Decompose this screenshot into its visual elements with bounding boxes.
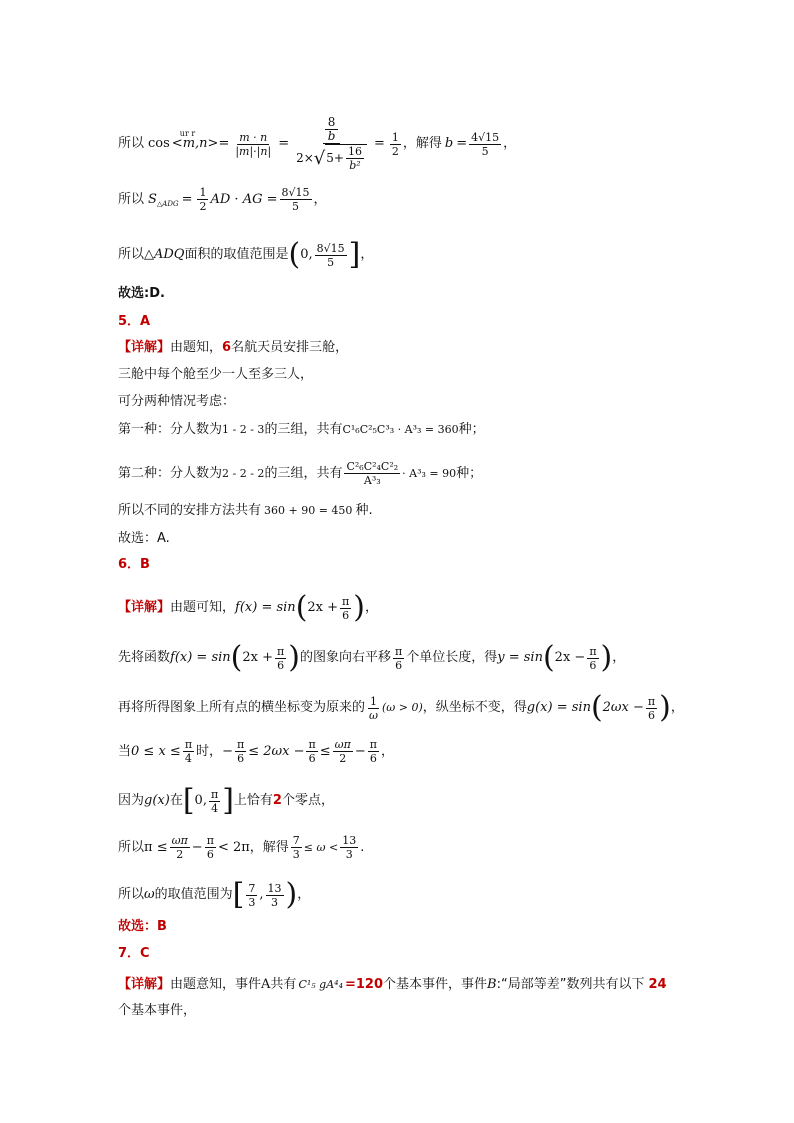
text: 个单位长度，得	[406, 650, 498, 665]
math: 2 - 2 - 2	[222, 466, 265, 480]
answer-line: 故选：B	[118, 919, 167, 934]
math: f(x) = sin	[235, 600, 296, 615]
num: ωπ	[171, 834, 188, 847]
line-range: 所以△ ADQ 面积的取值范围是 ( 0, $\frac{8√15}{5}$ ] ，	[118, 237, 374, 272]
num: 1	[199, 186, 207, 199]
subscript: △ADG	[156, 199, 179, 208]
fraction-mn	[233, 131, 273, 158]
math: π ≤	[144, 839, 168, 855]
text: 所以△	[118, 247, 154, 262]
den: 3	[248, 895, 256, 909]
text: 由题知，	[170, 340, 223, 355]
den: 3	[292, 848, 300, 861]
text: ，	[297, 887, 311, 902]
line-6-1: 【详解】 由题可知， f(x) = sin ( 2x + $\frac{\pi}{6}$ ) ，	[118, 590, 379, 625]
num: π	[184, 738, 193, 751]
text: 时，	[196, 743, 223, 759]
math: 2ωx −	[602, 700, 644, 715]
math: C¹₆C²₅C³₃ · A³₃ = 360	[342, 423, 459, 436]
num: ωπ	[334, 738, 351, 751]
num: π	[342, 594, 350, 608]
math: (ω > 0)	[382, 701, 423, 714]
number: 24	[648, 977, 667, 992]
line-5-5	[118, 460, 482, 487]
num: π	[236, 738, 245, 751]
question-6-heading: 6．B	[118, 557, 150, 572]
tag: 【详解】	[118, 977, 171, 992]
num: π	[369, 738, 377, 751]
line-7-2: 个基本事件，	[118, 1003, 197, 1018]
number: 6	[222, 340, 232, 355]
line-6-7: 所以 ω 的取值范围为 [ $\frac{7}{3}$ , $\frac{13}{3}$ ) ，	[118, 877, 311, 912]
math: 2x −	[554, 650, 586, 665]
den: 5	[292, 200, 299, 213]
fraction-result	[280, 186, 312, 213]
math: 2x +	[242, 650, 274, 665]
den: ω	[369, 708, 378, 722]
line-5-3: 可分两种情况考虑：	[118, 394, 236, 409]
tag: 【详解】	[118, 340, 171, 355]
num: π	[206, 834, 214, 847]
math: g(x) = sin	[526, 700, 591, 715]
expr: AD · AG =	[210, 191, 278, 207]
line-cos-formula: 所以 cos <m,n>= ur r $\frac{m \cdot n}{|m|\cdot|n|}$ = 8 b 2× √ 5+ $\frac{16}{\text{b²}}$ = $\frac{1}{2}$ ，解得 b = $\frac{4√15}{5}$ ，	[118, 115, 517, 172]
den: 6	[308, 752, 316, 765]
num: 13	[342, 834, 357, 847]
number: =120	[344, 977, 384, 992]
text: 种；	[458, 422, 485, 437]
den: 6	[342, 608, 350, 622]
fraction-half	[390, 131, 401, 158]
line-6-2: 先将函数 f(x) = sin ( 2x + $\frac{\pi}{6}$ ) 的图象向右平移 $\frac{\pi}{6}$ 个单位长度，得 y = sin ( 2x − $\frac{\pi}{6}$ ) ，	[118, 640, 626, 675]
den: 4	[211, 801, 219, 815]
den: 3	[345, 848, 353, 861]
num: π	[210, 787, 219, 801]
tag: 【详解】	[118, 600, 171, 615]
num: 4√15	[471, 130, 500, 144]
den: A³₃	[363, 474, 381, 487]
text: 第二种：分人数为	[118, 465, 223, 481]
text: 的三组，共有	[264, 465, 343, 481]
num: 1	[391, 130, 399, 144]
text: 先将函数	[118, 650, 171, 665]
question-7-heading: 7．C	[118, 946, 150, 961]
num: π	[395, 644, 403, 658]
math: f(x) = sin	[170, 650, 231, 665]
math: < 2π	[217, 839, 250, 855]
den-d: b²	[349, 159, 361, 172]
den-b: 5+	[326, 151, 344, 165]
answer-line: 故选:D.	[118, 286, 165, 301]
triangle: ADQ	[154, 247, 185, 262]
fraction	[315, 242, 347, 269]
line-7-1	[118, 976, 667, 994]
math: −	[222, 743, 233, 759]
fraction-8b: 8 b 2× √ 5+ $\frac{16}{\text{b²}}$	[294, 116, 369, 172]
cos-text: cos	[148, 136, 170, 151]
num: 7	[292, 834, 300, 847]
line-5-1	[118, 339, 348, 357]
text: 所以不同的安排方法共有	[118, 503, 262, 518]
den: 2	[339, 752, 347, 765]
den: 4	[184, 752, 192, 765]
num: 1	[370, 694, 377, 708]
math: y = sin	[497, 650, 543, 665]
math: · A³₃ = 90	[402, 466, 457, 480]
fraction	[344, 460, 400, 487]
num: π	[308, 738, 316, 751]
equals: =	[181, 191, 193, 207]
text: .	[360, 839, 365, 855]
math: A	[261, 977, 271, 992]
vector-marks: ur r	[179, 129, 196, 138]
text: ，	[380, 743, 394, 759]
num: 7	[248, 881, 256, 895]
math: ≤	[319, 743, 331, 759]
line-5-2: 三舱中每个舱至少一人至多三人，	[118, 367, 314, 382]
text: ，	[503, 136, 517, 151]
den: 2	[176, 848, 184, 861]
num: π	[589, 644, 597, 658]
den-c: 16	[347, 145, 362, 158]
num: 8√15	[281, 186, 310, 199]
math: 0 ≤ x ≤	[131, 743, 181, 759]
num: 8	[327, 115, 336, 129]
den: 6	[395, 658, 403, 672]
text: 面积的取值范围是	[184, 247, 289, 262]
text: 个零点，	[281, 793, 334, 808]
text: 个基本事件，事件	[383, 977, 488, 992]
den: 2	[391, 144, 399, 158]
line-area	[118, 186, 327, 213]
line-6-3: 再将所得图象上所有点的横坐标变为原来的 $\frac{1}{\omega}$ (ω > 0) ，纵坐标不变，得 g(x) = sin ( 2ωx − $\frac{\pi}{6}$ ) ，	[118, 690, 684, 725]
text: 的取值范围为	[154, 887, 233, 902]
text: 所以	[118, 839, 145, 855]
question-5-heading: 5．A	[118, 314, 151, 329]
math: B	[487, 977, 497, 992]
text: ，解得	[249, 839, 289, 855]
den: 6	[648, 708, 655, 722]
text: 的三组，共有	[264, 422, 343, 437]
text: ，纵坐标不变，得	[422, 700, 527, 715]
vars: m,n	[182, 136, 208, 151]
den: 2	[199, 200, 207, 213]
text: 种；	[456, 465, 483, 481]
vector-pair: <m,n>= ur r	[172, 135, 230, 153]
interval-left: 0,	[300, 247, 313, 262]
text: ，	[360, 247, 374, 262]
den: 6	[206, 848, 214, 861]
text: 种.	[355, 503, 373, 518]
math: 360 + 90 = 450	[264, 504, 353, 517]
line-6-4	[118, 738, 394, 765]
math: g(x)	[144, 793, 170, 808]
text: 共有	[270, 977, 297, 992]
den: 6	[237, 752, 245, 765]
den: 6	[589, 658, 597, 672]
text: 再将所得图象上所有点的横坐标变为原来的	[118, 700, 366, 715]
den: 6	[369, 752, 377, 765]
text: 上恰有	[233, 793, 273, 808]
math: −	[354, 743, 366, 759]
text: ，	[365, 600, 379, 615]
var-S: S	[148, 191, 157, 207]
num: 13	[267, 881, 282, 895]
text: 由题可知，	[170, 600, 236, 615]
line-5-4	[118, 421, 485, 439]
text: 第一种：分人数为	[118, 422, 223, 437]
num: 8√15	[316, 241, 345, 255]
num: C²₆C²₄C²₂	[346, 460, 399, 473]
text: 因为	[118, 793, 145, 808]
text: 的图象向右平移	[299, 650, 391, 665]
text: 所以	[118, 136, 145, 151]
den-a: 2×	[296, 150, 314, 165]
text: 所以	[118, 887, 145, 902]
line-5-6	[118, 502, 373, 520]
text: 所以	[118, 191, 145, 207]
math: 0,	[194, 793, 207, 808]
den: |m|·|n|	[235, 144, 272, 158]
text: ，	[670, 700, 684, 715]
line-6-5: 因为 g(x) 在 [ 0, $\frac{\pi}{4}$ ] 上恰有 2 个零点，	[118, 783, 334, 818]
math: ≤ ω <	[303, 840, 339, 854]
text: 名航天员安排三舱，	[231, 340, 349, 355]
fraction-b-value	[469, 131, 501, 158]
math: ω	[144, 887, 155, 902]
math: ≤ 2ωx −	[248, 743, 305, 759]
num-sub: b	[325, 129, 339, 143]
number: 2	[272, 793, 282, 808]
text: ，	[313, 191, 327, 207]
den: 6	[277, 658, 285, 672]
fraction-half	[197, 186, 208, 213]
den: 5	[327, 255, 335, 269]
num: π	[277, 644, 285, 658]
math: 2x +	[307, 600, 339, 615]
math: 1 - 2 - 3	[222, 423, 265, 436]
text: ，解得	[402, 136, 442, 151]
math: C¹₅ gA⁴₄	[298, 978, 343, 991]
var-b: b	[444, 136, 454, 151]
text: 由题意知，事件	[170, 977, 262, 992]
num: π	[647, 694, 656, 708]
text: :“局部等差”数列共有以下	[496, 977, 645, 992]
den: 3	[271, 895, 278, 909]
text: 在	[169, 793, 183, 808]
text: ，	[612, 650, 626, 665]
num: m · n	[239, 130, 268, 144]
answer-line: 故选：A.	[118, 531, 170, 546]
text: 当	[118, 743, 132, 759]
math: −	[191, 839, 203, 855]
den: 5	[481, 144, 489, 158]
line-6-6	[118, 834, 364, 861]
